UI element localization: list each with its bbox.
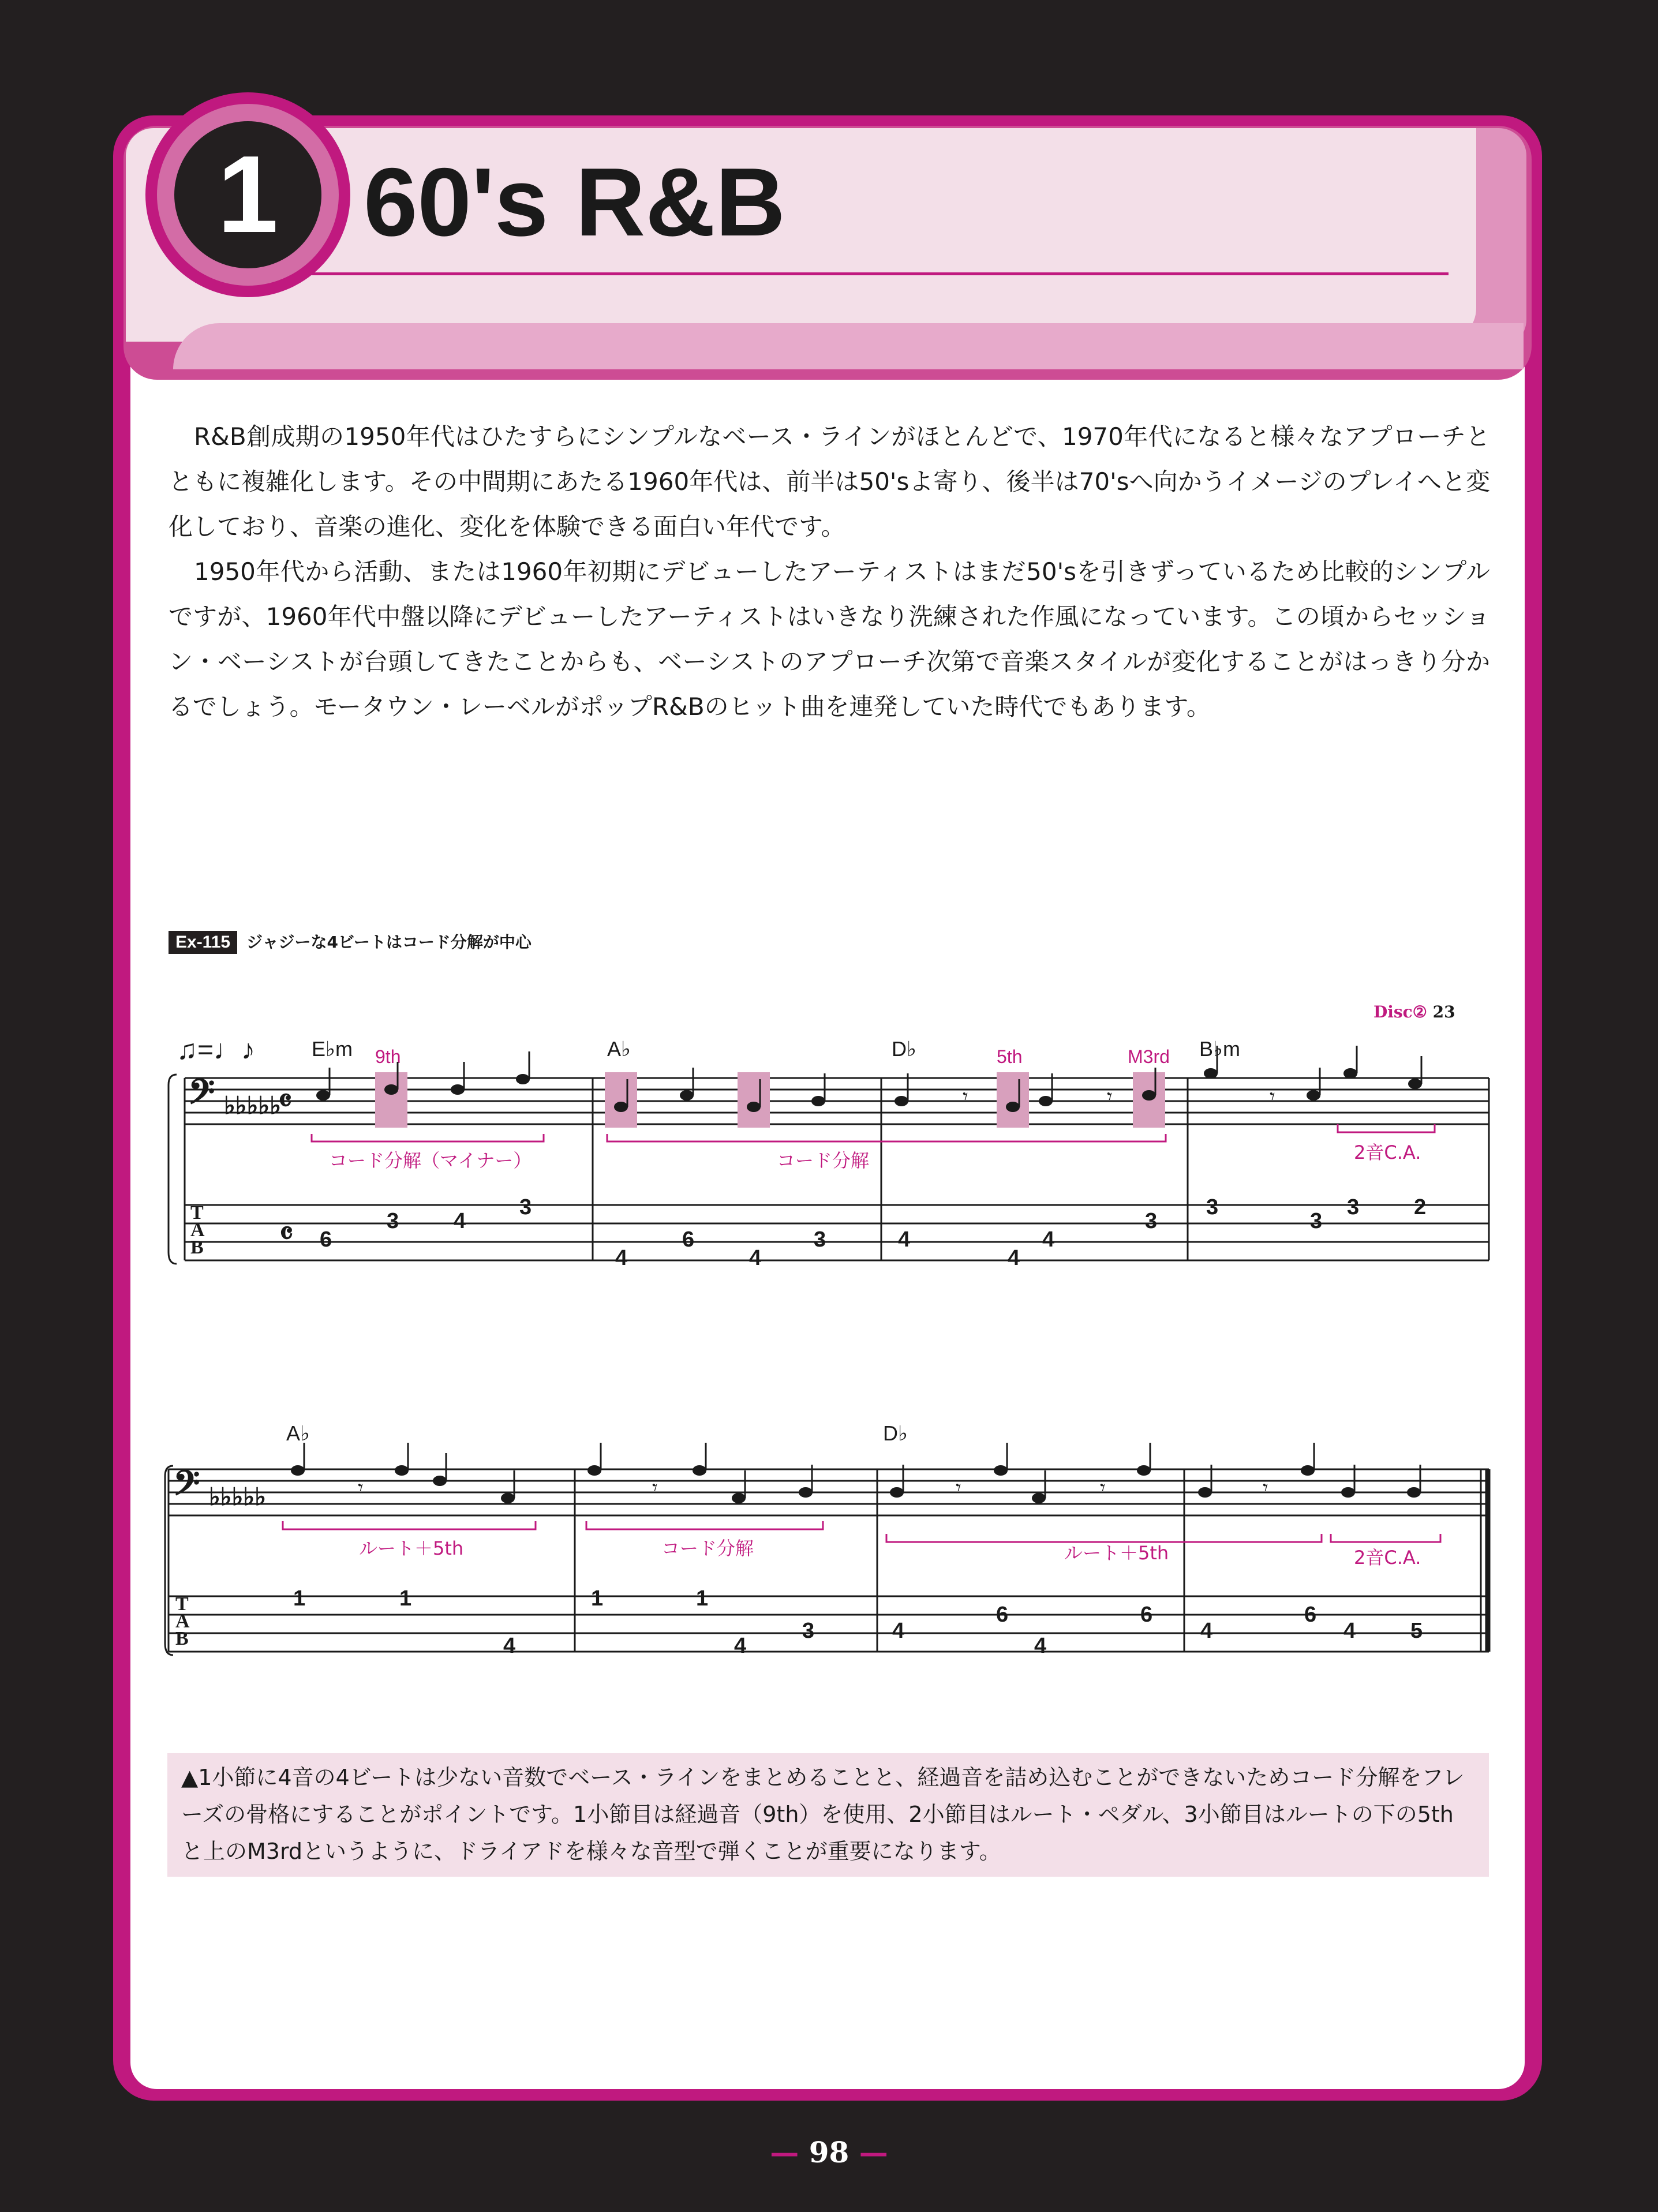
eighth-rest-icon: 𝄾 (1270, 1084, 1275, 1108)
example-number: Ex-115 (169, 931, 237, 954)
analysis-bracket (607, 1134, 1166, 1141)
tab-number: 6 (320, 1227, 332, 1252)
eighth-rest-icon: 𝄾 (963, 1084, 968, 1108)
eighth-rest-icon: 𝄾 (1263, 1476, 1268, 1499)
key-signature: ♭♭♭♭♭ (224, 1093, 282, 1120)
bass-clef-icon: 𝄢 (173, 1465, 200, 1511)
disc-label: Disc (1373, 1002, 1413, 1021)
analysis-bracket (283, 1521, 536, 1529)
tab-clef-b: B (175, 1628, 189, 1649)
tone-label: M3rd (1128, 1046, 1170, 1067)
tab-number: 6 (1140, 1603, 1153, 1627)
tab-number: 6 (1304, 1603, 1317, 1627)
tab-number: 3 (387, 1209, 399, 1233)
bass-clef-icon: 𝄢 (188, 1073, 215, 1120)
tab-time-signature: 𝄴 (279, 1217, 294, 1251)
analysis-bracket (312, 1134, 544, 1141)
notes-measure-7 (890, 1443, 1151, 1503)
tab-number: 4 (454, 1209, 466, 1233)
tab-numbers-system-2 (293, 1586, 1423, 1658)
notes-measure-6 (587, 1443, 813, 1503)
tab-number: 4 (892, 1619, 905, 1643)
intro-paragraph-2: 1950年代から活動、または1960年初期にデビューしたアーティストはまだ50'sを引きずっているため比較的シンプルですが、1960年代中盤以降にデビューしたアーティストはいきなり洗練された作風になっています。この頃からセッション・ベーシストが台頭してきたことからも、ベーシストのアプローチ次第で音楽スタイルが変化することがはっきり分かるでしょう。モータウン・レーベルがポップR&Bのヒット曲を連発していた時代でもあります。 (169, 557, 1490, 721)
tab-number: 3 (519, 1195, 532, 1219)
system-2 (165, 1421, 1489, 1658)
note-highlight (997, 1072, 1029, 1128)
page-number-value: 98 (809, 2135, 849, 2169)
tab-number: 4 (615, 1246, 628, 1270)
tab-number: 6 (996, 1603, 1009, 1627)
analysis-label: 2音C.A. (1354, 1141, 1421, 1163)
chord-symbol: A♭ (286, 1421, 310, 1445)
tab-numbers-system-1 (320, 1195, 1426, 1270)
page-number (0, 2135, 1658, 2170)
analysis-bracket (586, 1521, 823, 1529)
note-highlight (605, 1072, 637, 1128)
disc-number: ② (1412, 1002, 1427, 1021)
track-number: 23 (1432, 1002, 1455, 1021)
tab-number: 3 (802, 1619, 815, 1643)
tab-number: 5 (1410, 1619, 1423, 1643)
tab-clef-a: A (190, 1219, 205, 1241)
analysis-label: ルート＋5th (1064, 1542, 1169, 1564)
example-caption: ジャジーな4ビートはコード分解が中心 (246, 933, 532, 952)
tone-label: 5th (997, 1046, 1023, 1067)
tab-number: 4 (1042, 1227, 1055, 1252)
tab-clef-t: T (190, 1202, 204, 1223)
folio-dash-right: — (859, 2135, 888, 2169)
tab-number: 4 (1008, 1246, 1020, 1270)
tab-number: 1 (591, 1586, 604, 1611)
chord-symbol: B♭m (1199, 1037, 1240, 1061)
key-signature: ♭♭♭♭♭ (209, 1484, 267, 1511)
time-signature: 𝄴 (278, 1084, 293, 1118)
analysis-label: コード分解 (661, 1537, 754, 1559)
tab-lines (185, 1205, 1489, 1260)
tab-number: 2 (1414, 1195, 1427, 1219)
tab-clef-b: B (190, 1237, 204, 1258)
tab-number: 3 (1310, 1209, 1323, 1233)
tab-number: 3 (1206, 1195, 1219, 1219)
tab-number: 4 (898, 1227, 911, 1252)
system-1 (169, 1037, 1489, 1270)
tab-number: 1 (293, 1586, 306, 1611)
analysis-label: コード分解（マイナー） (329, 1150, 532, 1172)
note-highlight (738, 1072, 770, 1128)
tab-number: 4 (1200, 1619, 1213, 1643)
intro-paragraph-1: R&B創成期の1950年代はひたすらにシンプルなベース・ラインがほとんどで、1970年代になると様々なアプローチとともに複雑化します。その中間期にあたる1960年代は、前半は50'sよ寄り、後半は70'sへ向かうイメージのプレイへと変化しており、音楽の進化、変化を体験できる面白い年代です。 (169, 422, 1490, 541)
eighth-rest-icon: 𝄾 (956, 1476, 961, 1499)
chord-symbol: A♭ (607, 1037, 631, 1061)
staff-lines (169, 1469, 1489, 1515)
tab-number: 4 (749, 1246, 762, 1270)
analysis-label: 2音C.A. (1354, 1547, 1421, 1569)
tab-number: 4 (734, 1634, 747, 1658)
folio-dash-left: — (770, 2135, 799, 2169)
eighth-rest-icon: 𝄾 (652, 1476, 658, 1499)
chord-symbol: E♭m (312, 1037, 353, 1061)
note-highlight (375, 1072, 407, 1128)
tone-label: 9th (375, 1046, 401, 1067)
tab-number: 3 (1145, 1209, 1158, 1233)
tab-number: 3 (814, 1227, 826, 1252)
notes-measure-5 (291, 1443, 515, 1503)
tab-number: 4 (1034, 1634, 1047, 1658)
tab-number: 3 (1347, 1195, 1360, 1219)
chord-symbol: D♭ (892, 1037, 916, 1061)
chapter-title: 60's R&B (364, 148, 785, 256)
swing-mark: ♫=♩♪ (177, 1035, 256, 1065)
tab-clef-a: A (175, 1611, 190, 1632)
eighth-rest-icon: 𝄾 (1107, 1084, 1113, 1108)
notes-measure-8 (1198, 1443, 1421, 1499)
tab-number: 4 (1343, 1619, 1356, 1643)
analysis-label: コード分解 (777, 1150, 870, 1172)
eighth-rest-icon: 𝄾 (358, 1476, 364, 1499)
analysis-label: ルート＋5th (359, 1537, 464, 1559)
chapter-number: 1 (174, 121, 321, 268)
tab-lines (169, 1596, 1489, 1652)
analysis-bracket (1331, 1534, 1440, 1542)
analysis-bracket (886, 1534, 1322, 1542)
chord-symbol: D♭ (883, 1421, 908, 1445)
tab-number: 1 (399, 1586, 412, 1611)
explanation-box: ▲1小節に4音の4ビートは少ない音数でベース・ラインをまとめることと、経過音を詰め込むことができないためコード分解をフレーズの骨格にすることがポイントです。1小節目は経過音（9th）を使用、2小節目はルート・ペダル、3小節目はルートの下の5thと上のM3rdというように、ドライアドを様々な音型で弾くことが重要になります。 (167, 1753, 1489, 1877)
tab-clef-t: T (175, 1593, 189, 1615)
eighth-rest-icon: 𝄾 (1100, 1476, 1106, 1499)
tab-number: 4 (503, 1634, 516, 1658)
analysis-bracket (1338, 1124, 1435, 1132)
tab-number: 1 (696, 1586, 709, 1611)
tab-number: 6 (682, 1227, 695, 1252)
